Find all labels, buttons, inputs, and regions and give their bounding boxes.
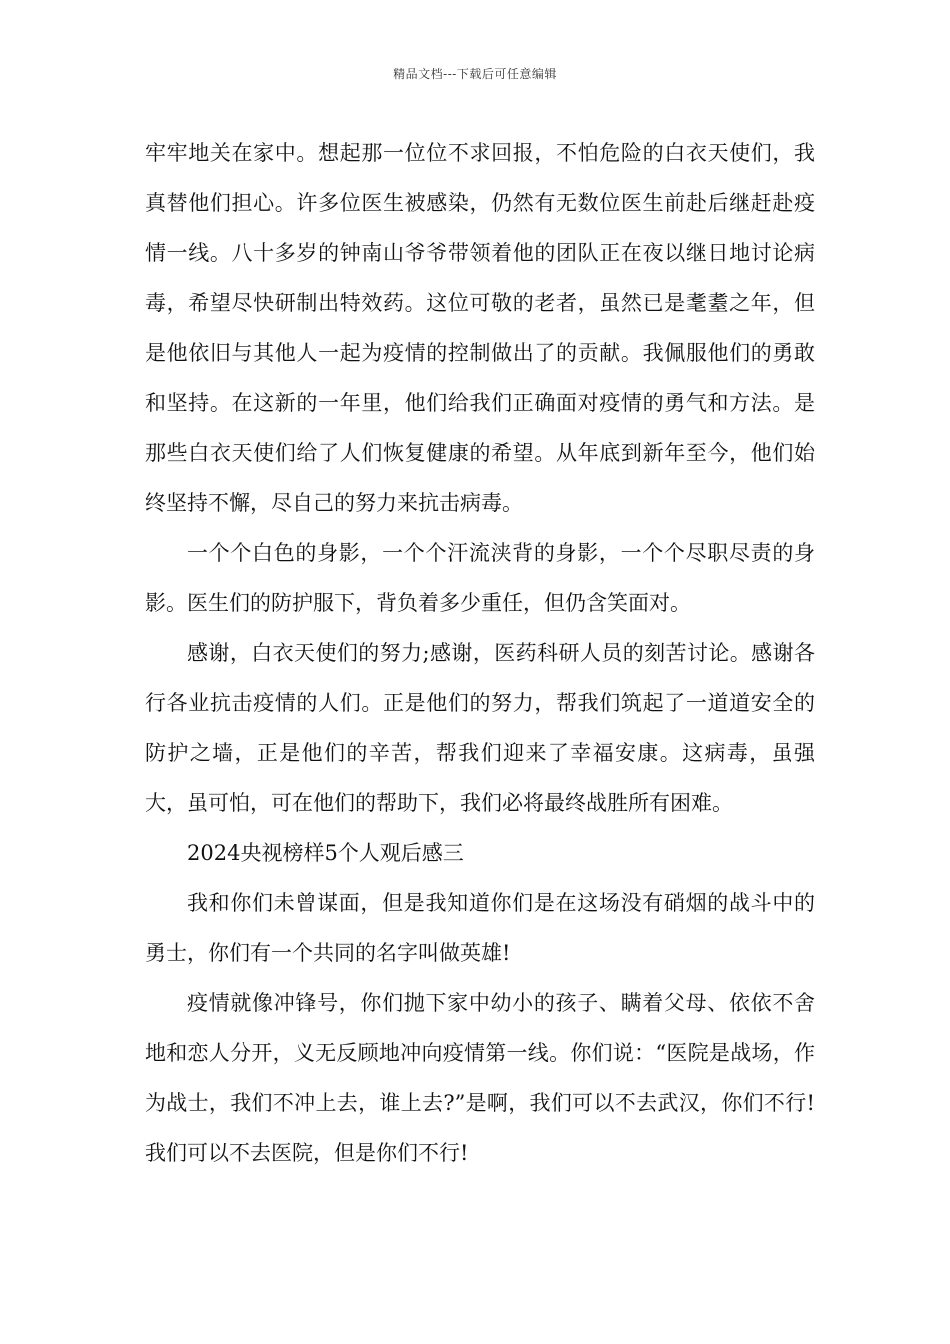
- paragraph: 我和你们未曾谋面，但是我知道你们是在这场没有硝烟的战斗中的勇士，你们有一个共同的名字叫做英雄!: [145, 891, 815, 965]
- paragraph: 疫情就像冲锋号，你们抛下家中幼小的孩子、瞒着父母、依依不舍地和恋人分开，义无反顾地冲向疫情第一线。你们说：“医院是战场，作为战士，我们不冲上去，谁上去?”是啊，我们可以不去武汉，你们不行!我们可以不去医院，但是你们不行!: [145, 991, 815, 1165]
- paragraph-continued: 牢牢地关在家中。想起那一位位不求回报，不怕危险的白衣天使们，我真替他们担心。许多位医生被感染，仍然有无数位医生前赴后继赶赴疫情一线。八十多岁的钟南山爷爷带领着他的团队正在夜以继日地讨论病毒，希望尽快研制出特效药。这位可敬的老者，虽然已是耄耋之年，但是他依旧与其他人一起为疫情的控制做出了的贡献。我佩服他们的勇敢和坚持。在这新的一年里，他们给我们正确面对疫情的勇气和方法。是那些白衣天使们给了人们恢复健康的希望。从年底到新年至今，他们始终坚持不懈，尽自己的努力来抗击病毒。: [145, 141, 815, 515]
- page-header: 精品文档---下载后可任意编辑: [393, 67, 557, 81]
- paragraph: 一个个白色的身影，一个个汗流浃背的身影，一个个尽职尽责的身影。医生们的防护服下，背负着多少重任，但仍含笑面对。: [145, 541, 815, 615]
- paragraph: 感谢，白衣天使们的努力;感谢，医药科研人员的刻苦讨论。感谢各行各业抗击疫情的人们。正是他们的努力，帮我们筑起了一道道安全的防护之墙，正是他们的辛苦，帮我们迎来了幸福安康。这病毒，虽强大，虽可怕，可在他们的帮助下，我们必将最终战胜所有困难。: [145, 641, 815, 815]
- document-body: [145, 128, 815, 1178]
- section-heading: 2024央视榜样5个人观后感三: [187, 841, 464, 865]
